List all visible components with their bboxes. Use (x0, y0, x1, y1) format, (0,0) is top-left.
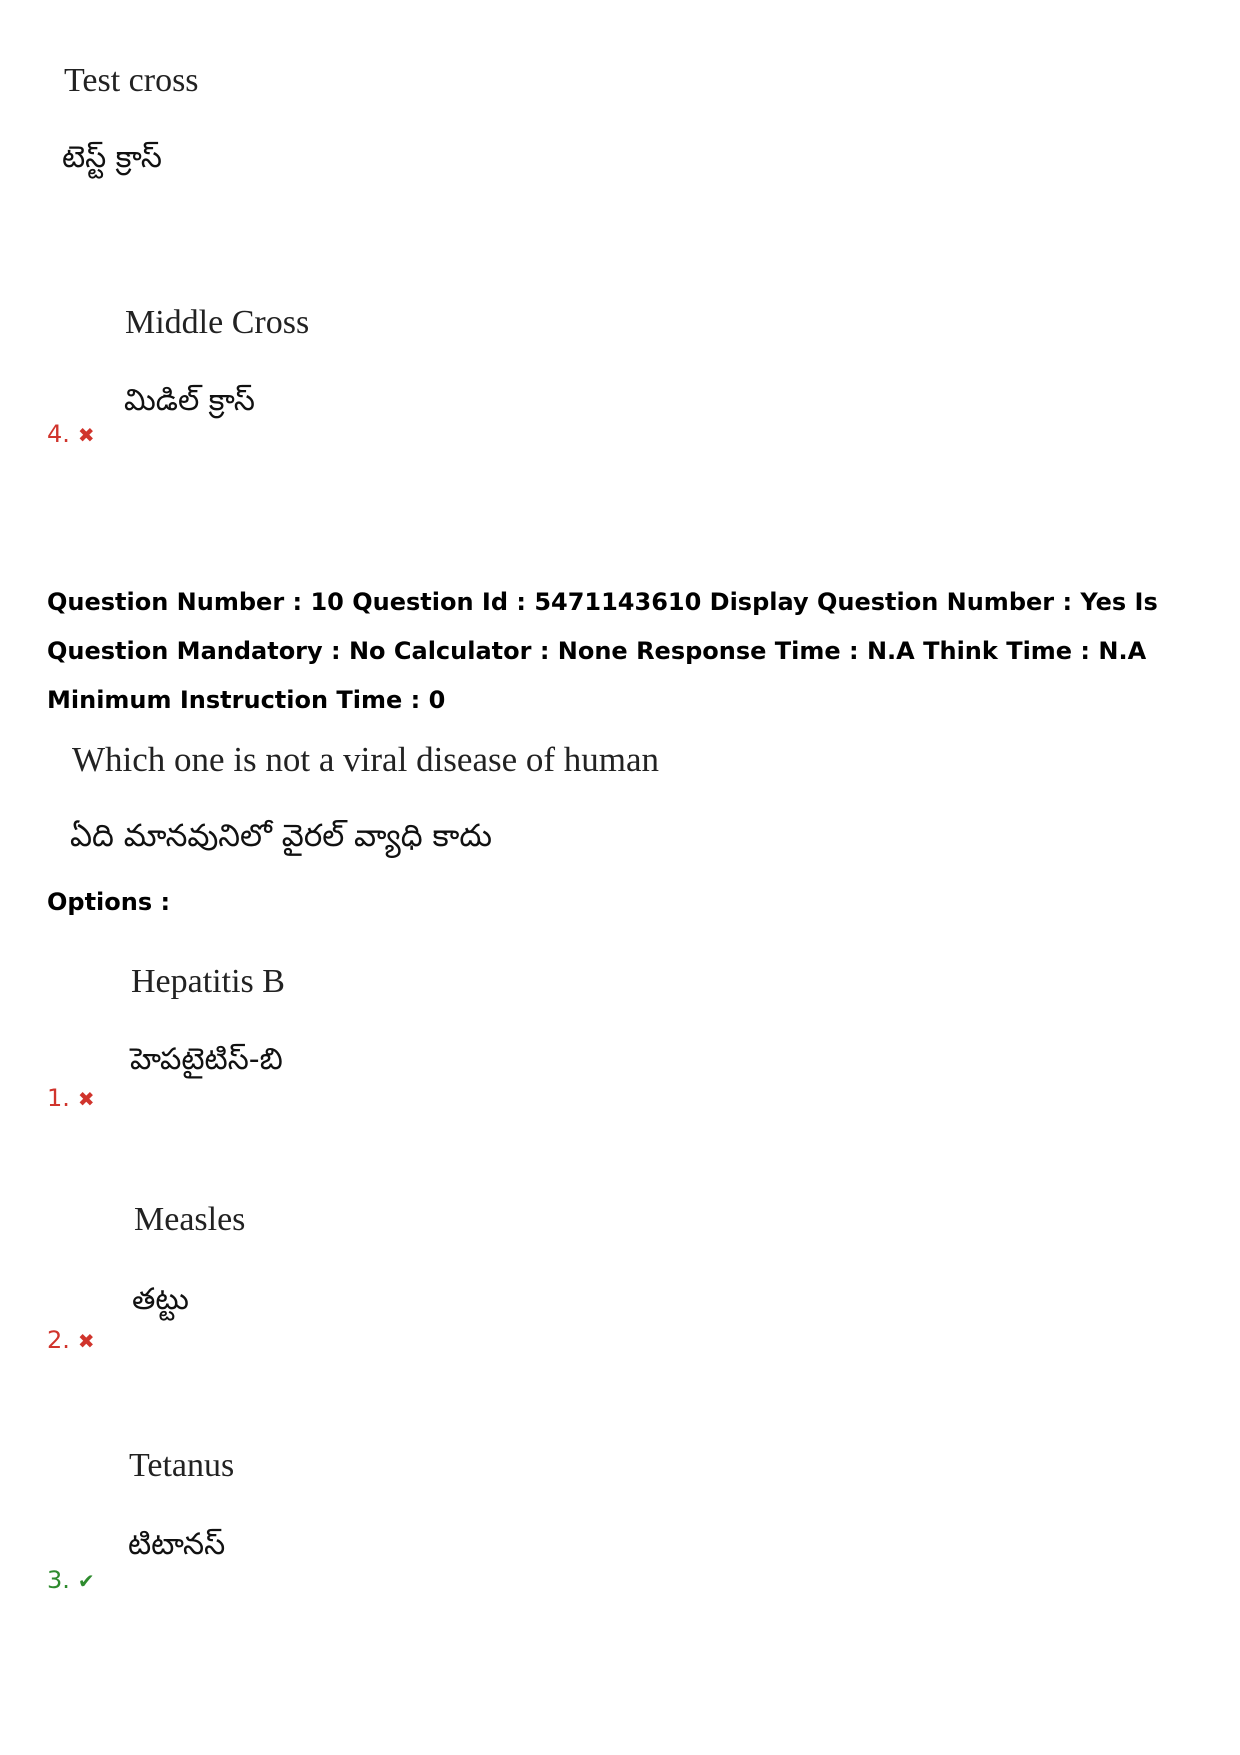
cross-icon: ✖ (77, 1087, 95, 1111)
options-label: Options : (47, 888, 171, 916)
option-text-english: Hepatitis B (131, 963, 285, 1000)
option-number-label: 1. (47, 1084, 70, 1112)
cross-icon: ✖ (77, 1329, 95, 1353)
option-text-english: Test cross (64, 62, 199, 99)
option-text-english: Middle Cross (125, 304, 310, 341)
option-text-telugu: టెస్ట్ క్రాస్ (62, 140, 162, 175)
option-text-english: Tetanus (129, 1447, 235, 1484)
question-meta: Question Number : 10 Question Id : 5471143610 Display Question Number : Yes Is Question Mandatory : No Calculator : None Response Time : N.A Think Time : N.A Minimum Instruction Time : 0 (47, 588, 1158, 714)
option-text-telugu: హెపటైటిస్-బి (130, 1042, 283, 1077)
question-text-telugu: ఏది మానవునిలో వైరల్ వ్యాధి కాదు (70, 818, 492, 854)
question-text-english: Which one is not a viral disease of human (72, 740, 660, 779)
check-icon: ✔ (77, 1569, 95, 1593)
option-number-label: 4. (47, 420, 70, 448)
option-text-english: Measles (134, 1201, 246, 1238)
option-number (47, 1084, 95, 1112)
option-text-telugu: టిటానస్ (128, 1527, 226, 1562)
option-number (47, 1326, 95, 1354)
option-number (47, 420, 95, 448)
option-number-label: 3. (47, 1566, 70, 1594)
option-text-telugu: తట్టు (132, 1282, 189, 1317)
option-text-telugu: మిడిల్ క్రాస్ (124, 383, 255, 418)
cross-icon: ✖ (77, 423, 95, 447)
option-number-label: 2. (47, 1326, 70, 1354)
option-number (47, 1566, 95, 1594)
